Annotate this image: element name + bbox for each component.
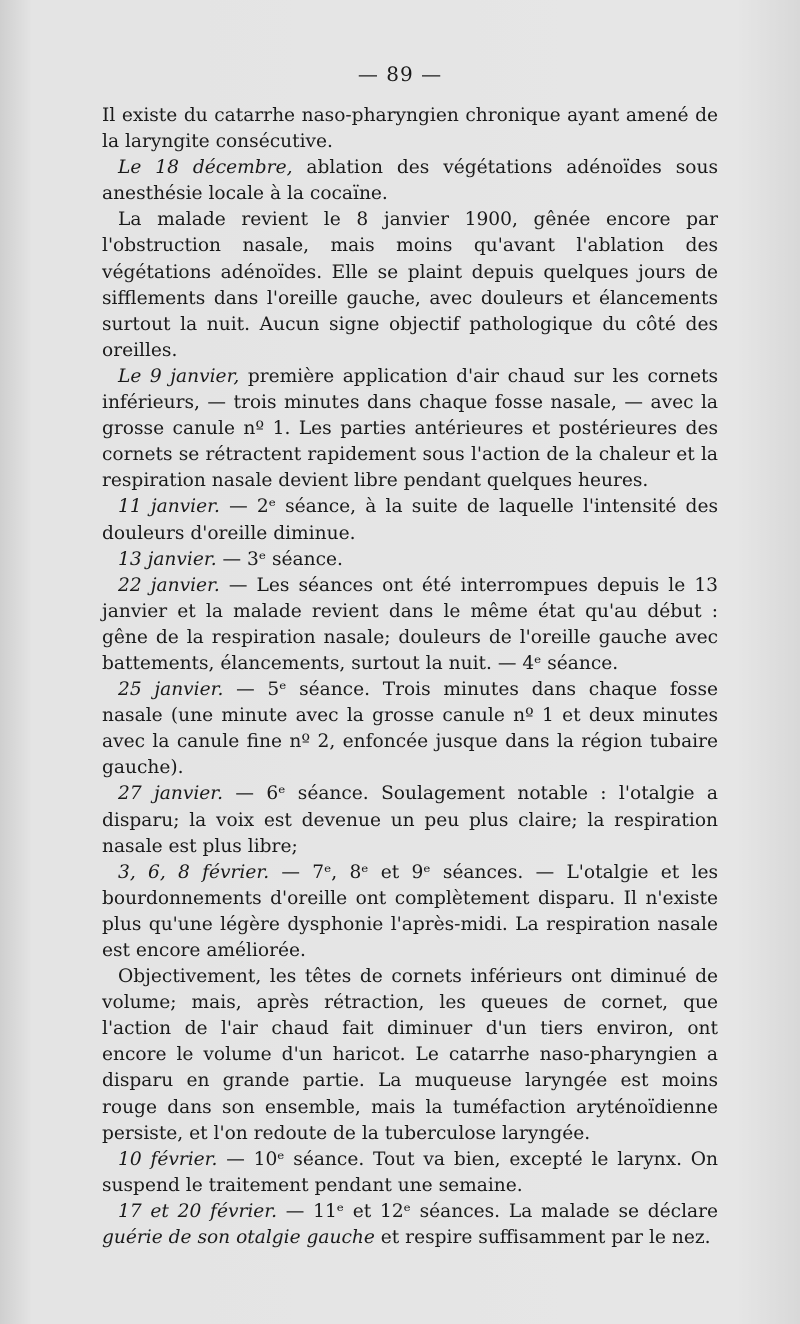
paragraph-text: — 10ᵉ séance. Tout va bien, excepté le larynx. On suspend le traitement pendant une semaine. [102,1148,719,1196]
paragraph-text: première application d'air chaud sur les cornets inférieurs, — trois minutes dans chaque fosse nasale, — avec la grosse canule nº 1. Les parties antérieures et postérieures des cornets se rétractent rapidement sous l'action de la chaleur et la respiration nasale devient libre pendant quelques heures. [102,365,718,492]
emphasized-text: guérie de son otalgie gauche [102,1227,375,1249]
entry-date: Le 18 décembre, [118,157,293,179]
paragraph-text: — 2ᵉ séance, à la suite de laquelle l'intensité des douleurs d'oreille diminue. [102,496,718,544]
paragraph-text: — 5ᵉ séance. Trois minutes dans chaque fosse nasale (une minute avec la grosse canule nº 1 et deux minutes avec la canule fine nº 2, enfoncée jusque dans la région tubaire gauche). [102,679,718,779]
paragraph-text: La malade revient le 8 janvier 1900, gênée encore par l'obstruction nasale, mais moins qu'avant l'ablation des végétations adénoïdes. Elle se plaint depuis quelques jours de sifflements dans l'oreille gauche, avec douleurs et élancements surtout la nuit. Aucun signe objectif pathologique du côté des oreilles. [102,209,718,361]
paragraph-text: — 6ᵉ séance. Soulagement notable : l'otalgie a disparu; la voix est devenue un peu plus claire; la respiration nasale est plus libre; [102,783,718,857]
entry-date: 13 janvier. [118,548,217,570]
entry-date: 3, 6, 8 février. [118,861,270,883]
paragraph-text: et respire suffisamment par le nez. [374,1227,711,1249]
paragraph-text: Il existe du catarrhe naso-pharyngien chronique ayant amené de la laryngite consécutive. [102,105,718,153]
paragraph [102,860,718,964]
paragraph-text: — 7ᵉ, 8ᵉ et 9ᵉ séances. — L'otalgie et les bourdonnements d'oreille ont complètement disparu. Il n'existe plus qu'une légère dysphonie l'après-midi. La respiration nasale est encore améliorée. [102,861,718,961]
paragraph [102,781,718,859]
paragraph [102,155,718,207]
paragraph-text: — 11ᵉ et 12ᵉ séances. La malade se déclare [277,1200,718,1222]
paragraph [102,207,718,364]
paragraph [102,494,718,546]
paragraph [102,547,718,573]
entry-date: 11 janvier. [118,496,220,518]
entry-date: 27 janvier. [118,783,224,805]
paragraph [102,103,718,155]
paragraph [102,573,718,677]
entry-date: 25 janvier. [118,679,224,701]
paragraph [102,1147,718,1199]
entry-date: Le 9 janvier, [118,365,240,387]
paragraph [102,677,718,781]
paragraph-text: ablation des végétations adénoïdes sous anesthésie locale à la cocaïne. [102,157,718,205]
paragraph-text: Objectivement, les têtes de cornets inférieurs ont diminué de volume; mais, après rétraction, les queues de cornet, que l'action de l'air chaud fait diminuer d'un tiers environ, ont encore le volume d'un haricot. Le catarrhe naso-pharyngien a disparu en grande partie. La muqueuse laryngée est moins rouge dans son ensemble, mais la tuméfaction aryténoïdienne persiste, et l'on redoute de la tuberculose laryngée. [102,966,718,1144]
paragraph-text: — Les séances ont été interrompues depuis le 13 janvier et la malade revient dans le même état qu'au début : gêne de la respiration nasale; douleurs de l'oreille gauche avec battements, élancements, surtout la nuit. — 4ᵉ séance. [102,574,718,674]
entry-date: 17 et 20 février. [118,1200,278,1222]
paragraph [102,964,718,1147]
entry-date: 22 janvier. [118,574,220,596]
paragraph-text: — 3ᵉ séance. [216,548,343,570]
page-number: — 89 — [357,62,443,86]
paragraph [102,364,718,494]
body-text [102,103,718,1251]
entry-date: 10 février. [118,1148,218,1170]
paragraph [102,1199,718,1251]
